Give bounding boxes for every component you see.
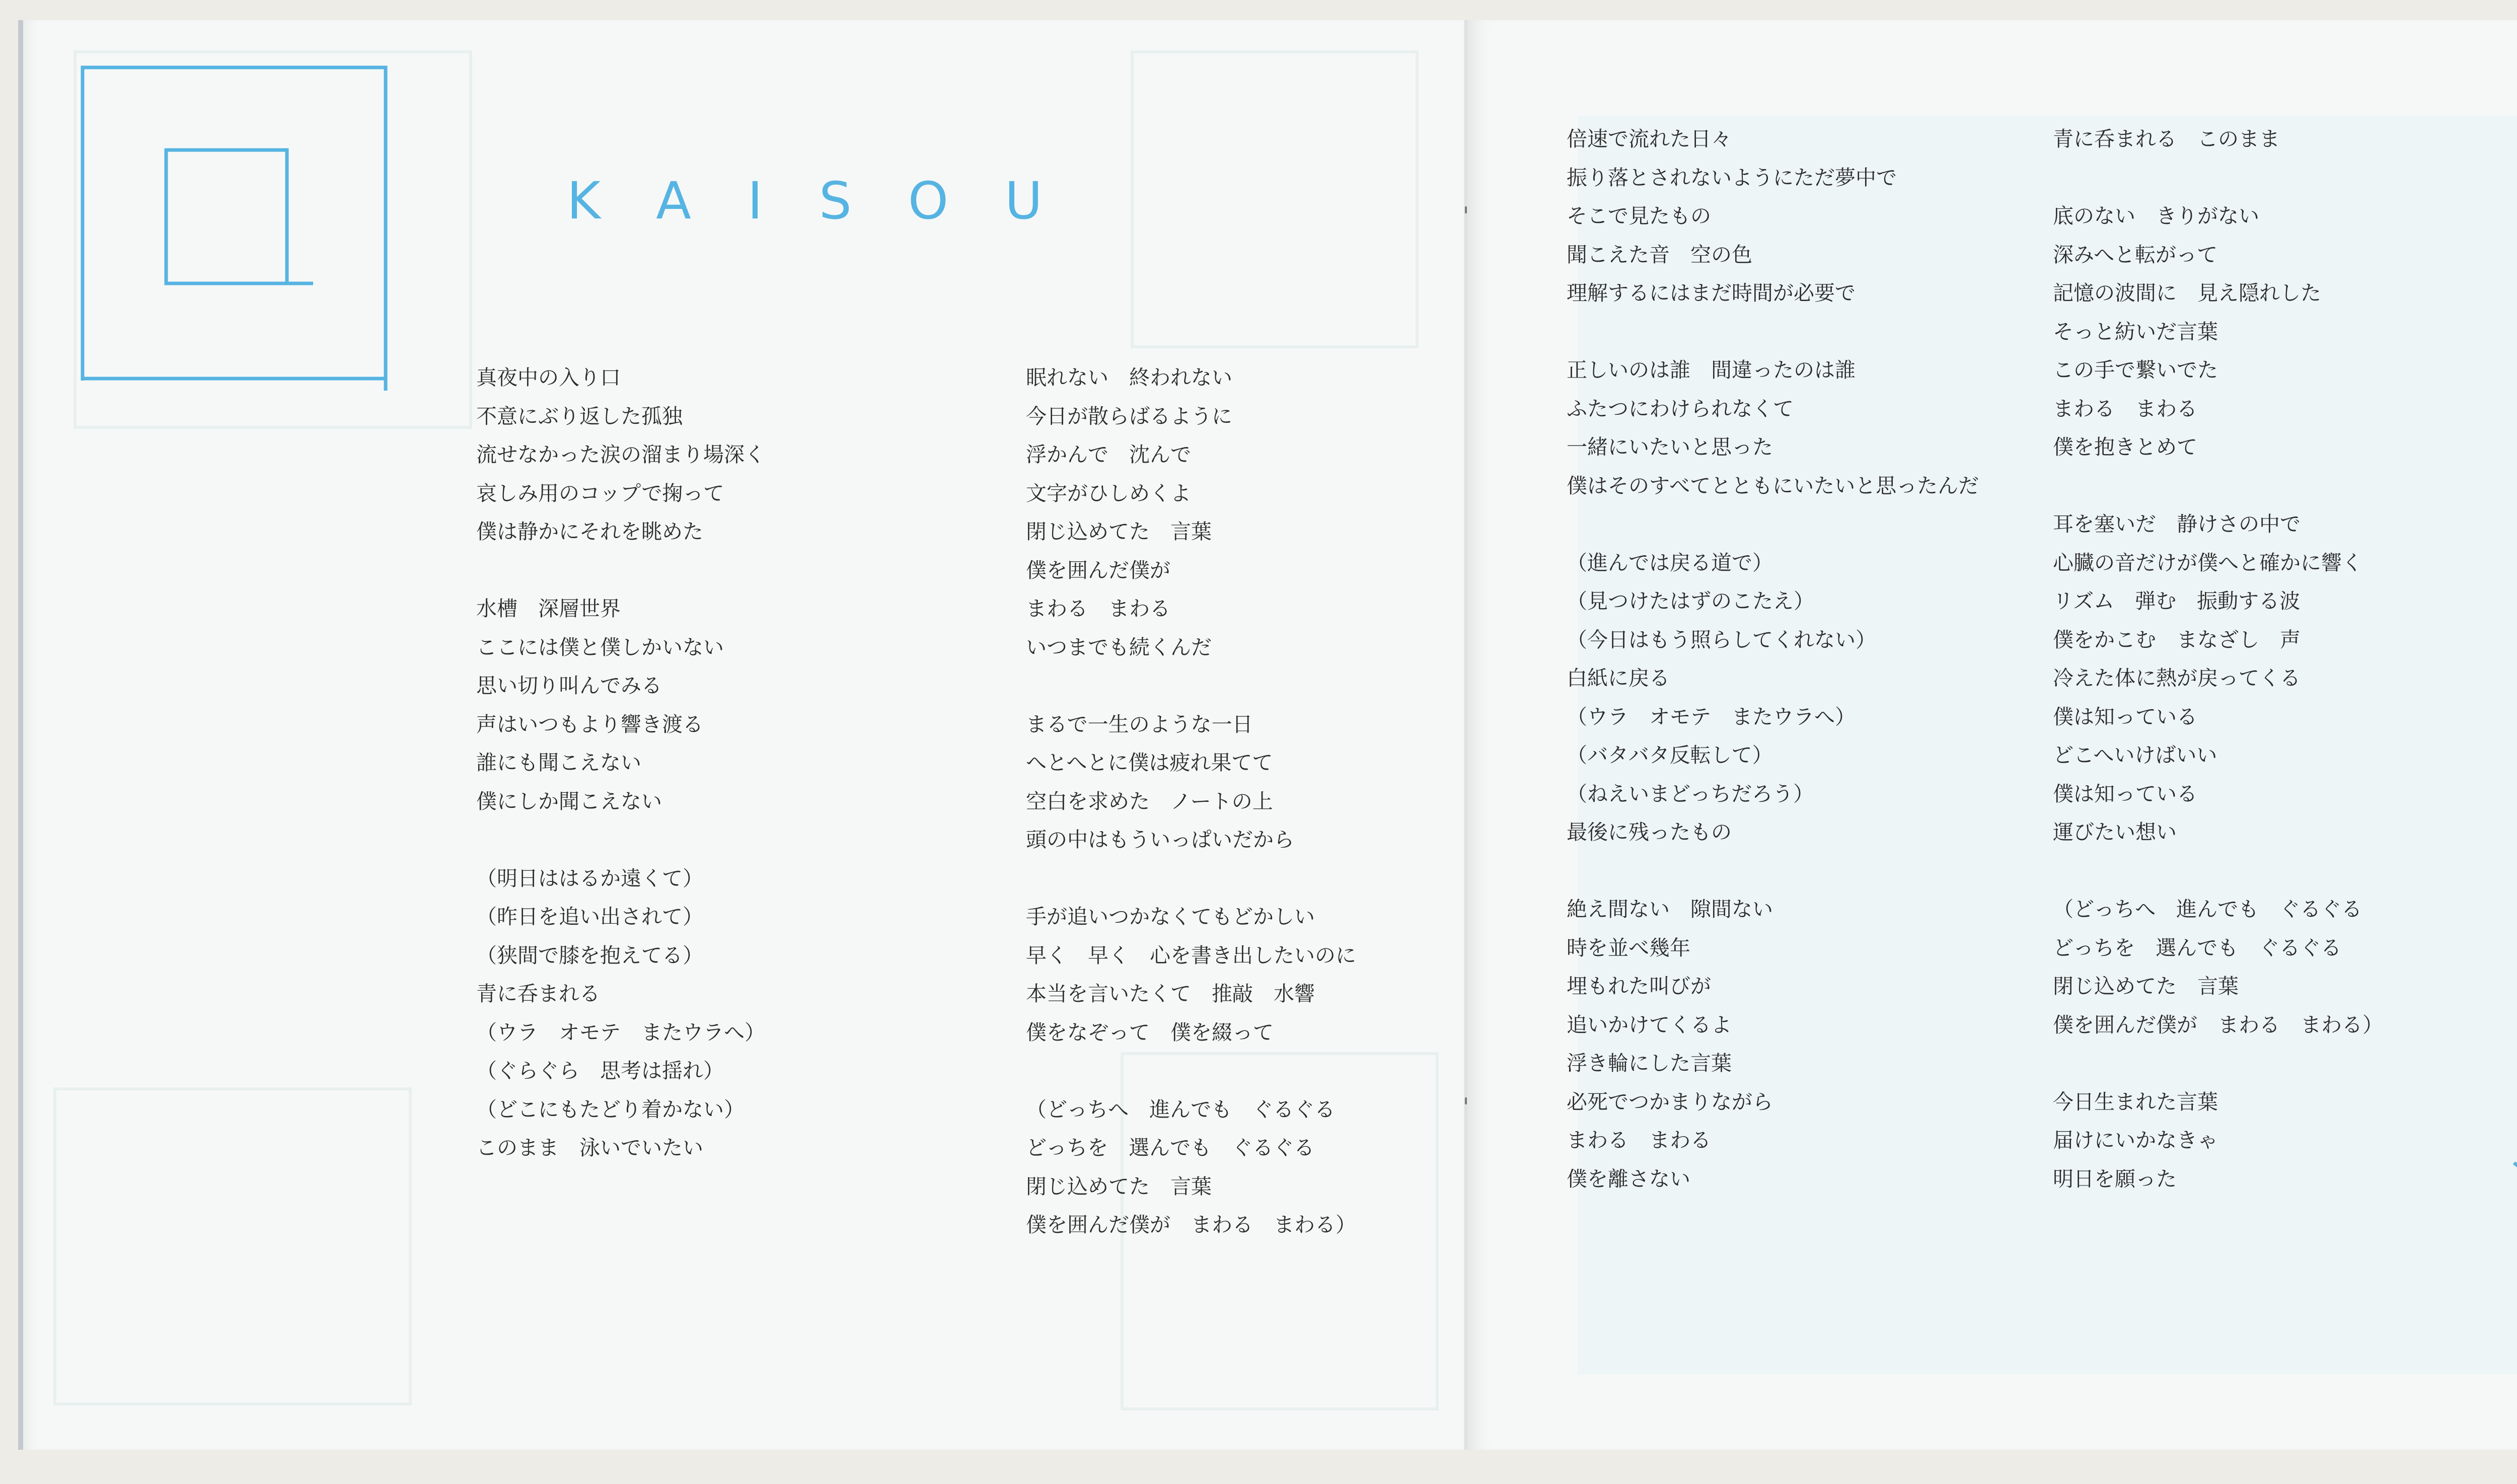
- lyric-line: （どこにもたどり着かない）: [476, 1097, 745, 1122]
- lyric-line: （ウラ オモテ またウラへ）: [1567, 704, 1856, 729]
- lyric-line: ふたつにわけられなくて: [1567, 396, 1794, 421]
- lyric-line: 僕を離さない: [1567, 1166, 1690, 1191]
- lyric-line: [2053, 852, 2383, 891]
- lyric-line: 不意にぶり返した孤独: [476, 404, 683, 428]
- lyric-line: 僕は知っている: [2053, 704, 2197, 729]
- lyric-line: どっちを 選んでも ぐるぐる: [1026, 1136, 1315, 1160]
- lyric-line: [2053, 159, 2383, 197]
- lyric-line: [476, 551, 765, 590]
- lyric-line: 底のない きりがない: [2053, 204, 2259, 228]
- lyrics-column-4: [2053, 120, 2383, 1198]
- lyric-line: 真夜中の入り口: [476, 365, 621, 390]
- lyric-line: まわる まわる: [2053, 396, 2197, 421]
- lyric-line: 理解するにはまだ時間が必要で: [1567, 281, 1856, 305]
- lyric-line: [2053, 1044, 2383, 1083]
- lyric-line: 僕を囲んだ僕が まわる まわる）: [1026, 1213, 1356, 1237]
- lyric-line: 流せなかった涙の溜まり場深く: [476, 442, 765, 467]
- lyric-line: 運びたい想い: [2053, 820, 2177, 844]
- lyric-line: （狭間で膝を抱えてる）: [476, 943, 703, 968]
- lyric-line: 必死でつかまりながら: [1567, 1089, 1773, 1114]
- lyric-line: 閉じ込めてた 言葉: [2053, 974, 2239, 998]
- lyric-line: 心臓の音だけが僕へと確かに響く: [2053, 550, 2362, 575]
- lyric-line: 倍速で流れた日々: [1567, 127, 1732, 151]
- lyric-line: 僕にしか聞こえない: [476, 789, 662, 813]
- lyric-line: 絶え間ない 隙間ない: [1567, 897, 1773, 921]
- lyric-line: 白紙に戻る: [1567, 666, 1670, 690]
- lyric-line: 水槽 深層世界: [476, 597, 621, 621]
- lyric-line: 浮き輪にした言葉: [1567, 1051, 1732, 1075]
- left-page: [18, 20, 1472, 1450]
- lyric-line: 僕は静かにそれを眺めた: [476, 520, 703, 544]
- right-page: [1467, 20, 2517, 1450]
- lyric-line: 今日が散らばるように: [1026, 404, 1232, 428]
- lyric-line: 今日生まれた言葉: [2053, 1089, 2218, 1114]
- lyric-line: 文字がひしめくよ: [1026, 481, 1191, 505]
- lyric-line: 僕はそのすべてとともにいたいと思ったんだ: [1567, 473, 1979, 498]
- lyric-line: [476, 821, 765, 859]
- kanji-fu-graphic: [2509, 1077, 2517, 1450]
- lyric-line: （どっちへ 進んでも ぐるぐる: [2053, 897, 2362, 921]
- lyric-line: リズム 弾む 振動する波: [2053, 589, 2301, 613]
- lyrics-column-2: [1026, 358, 1356, 1244]
- lyric-line: [2053, 467, 2383, 505]
- lyric-line: （どっちへ 進んでも ぐるぐる: [1026, 1097, 1336, 1122]
- lyric-line: この手で繋いでた: [2053, 358, 2218, 382]
- lyric-line: 僕をなぞって 僕を綴って: [1026, 1020, 1274, 1045]
- lyric-line: 耳を塞いだ 静けさの中で: [2053, 512, 2301, 536]
- lyric-line: 冷えた体に熱が戻ってくる: [2053, 666, 2301, 690]
- lyric-line: まるで一生のような一日: [1026, 712, 1253, 736]
- lyric-line: [1567, 852, 1979, 891]
- song-title: KAISOU: [567, 171, 1099, 231]
- lyric-line: 時を並べ幾年: [1567, 935, 1690, 960]
- lyric-line: へとへとに僕は疲れ果てて: [1026, 751, 1273, 775]
- lyric-line: [1026, 1052, 1356, 1090]
- lyric-line: （進んでは戻る道で）: [1567, 550, 1773, 575]
- lyric-line: （ウラ オモテ またウラへ）: [476, 1020, 765, 1045]
- lyric-line: 僕を囲んだ僕が まわる まわる）: [2053, 1012, 2383, 1037]
- lyric-line: そこで見たもの: [1567, 204, 1711, 228]
- ghost-frame: [1131, 50, 1419, 348]
- lyric-line: 埋もれた叫びが: [1567, 974, 1711, 998]
- cd-booklet-spread: [18, 20, 2517, 1450]
- lyric-line: どっちを 選んでも ぐるぐる: [2053, 935, 2342, 960]
- lyric-line: 明日を願った: [2053, 1166, 2177, 1191]
- lyric-line: 最後に残ったもの: [1567, 820, 1732, 844]
- lyric-line: 青に呑まれる このまま: [2053, 127, 2280, 151]
- lyric-line: 声はいつもより響き渡る: [476, 712, 703, 736]
- lyric-line: 浮かんで 沈んで: [1026, 442, 1191, 467]
- lyric-line: 誰にも聞こえない: [476, 751, 641, 775]
- lyric-line: 深みへと転がって: [2053, 242, 2218, 267]
- lyric-line: 一緒にいたいと思った: [1567, 435, 1773, 459]
- lyric-line: 届けにいかなきゃ: [2053, 1128, 2218, 1152]
- lyric-line: 記憶の波間に 見え隠れした: [2053, 281, 2321, 305]
- lyric-line: 正しいのは誰 間違ったのは誰: [1567, 358, 1856, 382]
- lyric-line: どこへいけばいい: [2053, 743, 2217, 767]
- lyric-line: 僕を抱きとめて: [2053, 435, 2197, 459]
- lyric-line: 僕を囲んだ僕が: [1026, 558, 1170, 582]
- lyric-line: （ぐらぐら 思考は揺れ）: [476, 1059, 724, 1083]
- lyric-line: そっと紡いだ言葉: [2053, 319, 2218, 344]
- lyric-line: （見つけたはずのこたえ）: [1567, 589, 1814, 613]
- lyrics-column-3: [1567, 120, 1979, 1237]
- lyric-line: 追いかけてくるよ: [1567, 1012, 1732, 1037]
- lyric-line: 手が追いつかなくてもどかしい: [1026, 905, 1315, 929]
- lyric-line: 思い切り叫んでみる: [476, 674, 662, 698]
- lyric-line: 聞こえた音 空の色: [1567, 242, 1752, 267]
- lyric-line: 青に呑まれる: [476, 982, 600, 1006]
- lyric-line: [1567, 1198, 1979, 1237]
- lyric-line: このまま 泳いでいたい: [476, 1136, 703, 1160]
- lyric-line: まわる まわる: [1026, 597, 1170, 621]
- lyric-line: 閉じ込めてた 言葉: [1026, 520, 1212, 544]
- lyric-line: 哀しみ用のコップで掬って: [476, 481, 724, 505]
- lyric-line: [1026, 666, 1356, 705]
- lyric-line: いつまでも続くんだ: [1026, 635, 1212, 659]
- lyric-line: （バタバタ反転して）: [1567, 743, 1773, 767]
- ghost-frame: [53, 1087, 412, 1405]
- lyric-line: （今日はもう照らしてくれない）: [1567, 627, 1876, 652]
- lyric-line: 僕は知っている: [2053, 781, 2197, 806]
- lyrics-column-1: [476, 358, 765, 1167]
- lyric-line: ここには僕と僕しかいない: [476, 635, 724, 659]
- lyric-line: 眠れない 終われない: [1026, 365, 1232, 390]
- lyric-line: 振り落とされないようにただ夢中で: [1567, 165, 1897, 190]
- lyric-line: まわる まわる: [1567, 1128, 1711, 1152]
- lyric-line: 頭の中はもういっぱいだから: [1026, 828, 1294, 852]
- lyric-line: [1567, 313, 1979, 351]
- lyric-line: 早く 早く 心を書き出したいのに: [1026, 943, 1356, 968]
- lyric-line: （ねえいまどっちだろう）: [1567, 781, 1814, 806]
- lyric-line: （明日ははるか遠くて）: [476, 866, 703, 891]
- lyric-line: 僕をかこむ まなざし 声: [2053, 627, 2301, 652]
- lyric-line: 閉じ込めてた 言葉: [1026, 1174, 1212, 1199]
- kanji-kai-graphic: [77, 58, 409, 391]
- lyric-line: [1026, 859, 1356, 898]
- lyric-line: [1567, 505, 1979, 544]
- lyric-line: （昨日を追い出されて）: [476, 905, 703, 929]
- lyric-line: 本当を言いたくて 推敲 水響: [1026, 982, 1315, 1006]
- lyric-line: 空白を求めた ノートの上: [1026, 789, 1273, 813]
